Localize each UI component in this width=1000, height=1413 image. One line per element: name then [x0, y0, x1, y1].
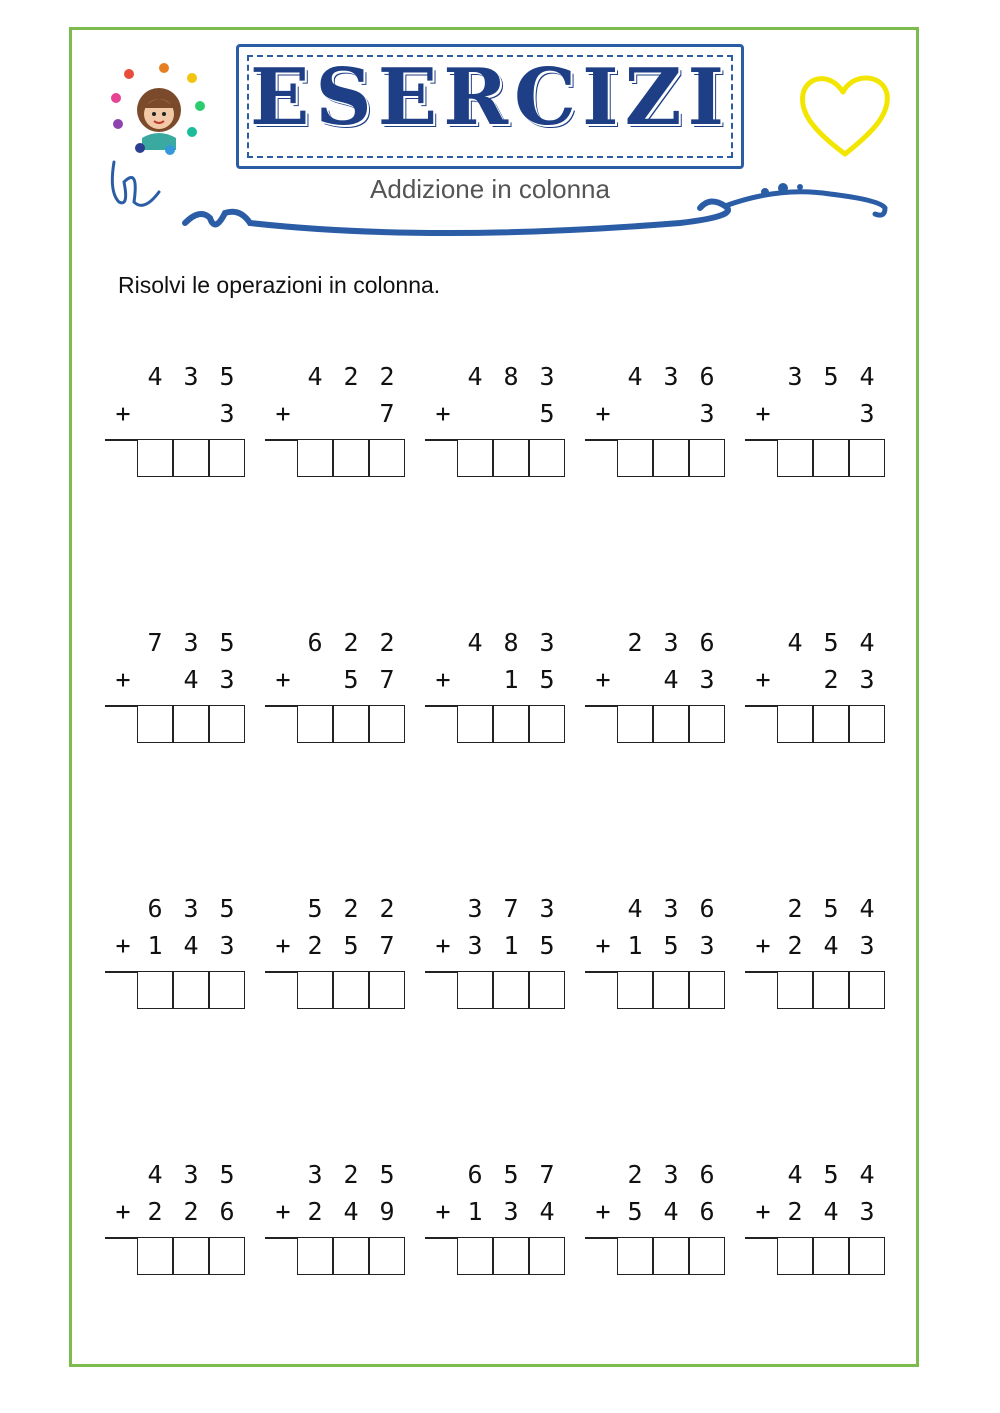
addend-top-digit: 5 [503, 1160, 519, 1189]
addend-bottom-digit: 5 [539, 399, 555, 428]
addition-problem [585, 628, 725, 748]
instruction-text: Risolvi le operazioni in colonna. [118, 272, 441, 298]
addition-problem [745, 1160, 885, 1280]
addend-bottom-digit: 3 [699, 931, 715, 960]
addend-top-digit: 4 [859, 628, 875, 657]
addend-top-digit: 4 [859, 362, 875, 391]
answer-box[interactable] [297, 1237, 333, 1275]
answer-box[interactable] [617, 439, 653, 477]
answer-box[interactable] [529, 439, 565, 477]
plus-sign: + [435, 1197, 451, 1226]
addend-top-digit: 5 [823, 894, 839, 923]
answer-box[interactable] [297, 971, 333, 1009]
addend-top-digit: 3 [663, 362, 679, 391]
answer-box[interactable] [173, 439, 209, 477]
addend-top-digit: 2 [627, 628, 643, 657]
addend-bottom-digit: 3 [219, 931, 235, 960]
page-subtitle: Addizione in colonna [370, 174, 610, 204]
addend-top-digit: 3 [307, 1160, 323, 1189]
plus-sign: + [275, 665, 291, 694]
addend-top-digit: 6 [467, 1160, 483, 1189]
answer-box[interactable] [777, 971, 813, 1009]
addend-top-digit: 6 [147, 894, 163, 923]
addend-top-digit: 4 [787, 628, 803, 657]
addend-top-digit: 2 [627, 1160, 643, 1189]
answer-box[interactable] [369, 971, 405, 1009]
addend-bottom-digit: 6 [219, 1197, 235, 1226]
answer-box[interactable] [777, 439, 813, 477]
answer-box[interactable] [849, 705, 885, 743]
addition-problem [105, 362, 245, 482]
addend-top-digit: 2 [343, 894, 359, 923]
addition-problem [585, 362, 725, 482]
answer-box[interactable] [333, 705, 369, 743]
addend-bottom-digit: 5 [663, 931, 679, 960]
answer-box[interactable] [209, 1237, 245, 1275]
addend-top-digit: 4 [787, 1160, 803, 1189]
plus-sign: + [595, 399, 611, 428]
answer-box[interactable] [457, 971, 493, 1009]
addend-top-digit: 6 [699, 362, 715, 391]
addend-top-digit: 6 [699, 1160, 715, 1189]
addend-top-digit: 2 [787, 894, 803, 923]
answer-box[interactable] [457, 1237, 493, 1275]
addition-problem [425, 894, 565, 1014]
addend-bottom-digit: 3 [503, 1197, 519, 1226]
answer-box[interactable] [173, 1237, 209, 1275]
addend-top-digit: 8 [503, 628, 519, 657]
addend-top-digit: 5 [219, 894, 235, 923]
answer-box[interactable] [777, 705, 813, 743]
answer-box[interactable] [209, 439, 245, 477]
addend-top-digit: 2 [379, 894, 395, 923]
answer-box[interactable] [173, 705, 209, 743]
addend-bottom-digit: 2 [147, 1197, 163, 1226]
answer-box[interactable] [137, 705, 173, 743]
addend-top-digit: 5 [219, 628, 235, 657]
plus-sign: + [755, 665, 771, 694]
addend-bottom-digit: 3 [859, 399, 875, 428]
addend-top-digit: 2 [343, 362, 359, 391]
addition-problem [425, 362, 565, 482]
addend-top-digit: 5 [823, 1160, 839, 1189]
page-title: ESERCIZI [249, 52, 731, 143]
answer-box[interactable] [849, 439, 885, 477]
answer-box[interactable] [493, 439, 529, 477]
addend-bottom-digit: 2 [823, 665, 839, 694]
addend-bottom-digit: 3 [219, 665, 235, 694]
addend-top-digit: 3 [663, 628, 679, 657]
addend-top-digit: 3 [539, 894, 555, 923]
addend-top-digit: 5 [823, 362, 839, 391]
addition-problem [425, 628, 565, 748]
addend-bottom-digit: 3 [699, 399, 715, 428]
addend-top-digit: 4 [147, 362, 163, 391]
answer-box[interactable] [529, 705, 565, 743]
answer-box[interactable] [137, 439, 173, 477]
plus-sign: + [115, 399, 131, 428]
addend-bottom-digit: 9 [379, 1197, 395, 1226]
addend-top-digit: 7 [147, 628, 163, 657]
addend-bottom-digit: 3 [467, 931, 483, 960]
addend-bottom-digit: 2 [787, 931, 803, 960]
addend-bottom-digit: 3 [859, 931, 875, 960]
addend-bottom-digit: 7 [379, 931, 395, 960]
addend-bottom-digit: 6 [699, 1197, 715, 1226]
plus-sign: + [435, 665, 451, 694]
addend-bottom-digit: 4 [663, 1197, 679, 1226]
addend-bottom-digit: 4 [823, 1197, 839, 1226]
answer-box[interactable] [689, 971, 725, 1009]
answer-box[interactable] [617, 971, 653, 1009]
addend-bottom-digit: 3 [859, 665, 875, 694]
addend-top-digit: 3 [787, 362, 803, 391]
answer-box[interactable] [689, 705, 725, 743]
addend-top-digit: 3 [183, 1160, 199, 1189]
addend-bottom-digit: 3 [699, 665, 715, 694]
answer-box[interactable] [813, 439, 849, 477]
addend-bottom-digit: 7 [379, 665, 395, 694]
addend-top-digit: 2 [379, 628, 395, 657]
answer-box[interactable] [689, 1237, 725, 1275]
answer-box[interactable] [813, 1237, 849, 1275]
addend-top-digit: 4 [627, 894, 643, 923]
addition-problem [585, 894, 725, 1014]
addend-bottom-digit: 2 [787, 1197, 803, 1226]
addend-top-digit: 6 [307, 628, 323, 657]
answer-box[interactable] [653, 705, 689, 743]
addition-problem [105, 1160, 245, 1280]
addend-top-digit: 4 [147, 1160, 163, 1189]
addend-top-digit: 2 [379, 362, 395, 391]
plus-sign: + [275, 1197, 291, 1226]
answer-box[interactable] [653, 1237, 689, 1275]
addend-bottom-digit: 1 [627, 931, 643, 960]
answer-box[interactable] [209, 971, 245, 1009]
addend-top-digit: 3 [539, 628, 555, 657]
addend-top-digit: 2 [343, 628, 359, 657]
addend-top-digit: 4 [467, 628, 483, 657]
plus-sign: + [595, 931, 611, 960]
addition-problem [265, 628, 405, 748]
answer-box[interactable] [493, 971, 529, 1009]
addition-problem [745, 894, 885, 1014]
answer-box[interactable] [297, 439, 333, 477]
addend-bottom-digit: 1 [503, 931, 519, 960]
addition-problem [745, 362, 885, 482]
addition-problem [105, 628, 245, 748]
addend-bottom-digit: 7 [379, 399, 395, 428]
addend-top-digit: 5 [307, 894, 323, 923]
answer-box[interactable] [653, 971, 689, 1009]
addend-top-digit: 3 [467, 894, 483, 923]
addend-bottom-digit: 3 [219, 399, 235, 428]
answer-box[interactable] [813, 971, 849, 1009]
answer-box[interactable] [617, 1237, 653, 1275]
addend-bottom-digit: 4 [183, 665, 199, 694]
addend-bottom-digit: 4 [823, 931, 839, 960]
addend-top-digit: 4 [859, 1160, 875, 1189]
plus-sign: + [115, 931, 131, 960]
answer-box[interactable] [369, 705, 405, 743]
answer-box[interactable] [617, 705, 653, 743]
plus-sign: + [435, 399, 451, 428]
plus-sign: + [275, 931, 291, 960]
addend-bottom-digit: 2 [183, 1197, 199, 1226]
addition-problem [265, 894, 405, 1014]
answer-box[interactable] [529, 971, 565, 1009]
plus-sign: + [435, 931, 451, 960]
addend-top-digit: 5 [219, 1160, 235, 1189]
addend-top-digit: 4 [859, 894, 875, 923]
addend-top-digit: 4 [307, 362, 323, 391]
plus-sign: + [755, 1197, 771, 1226]
plus-sign: + [115, 665, 131, 694]
addend-bottom-digit: 5 [539, 665, 555, 694]
answer-box[interactable] [849, 971, 885, 1009]
addition-problem [425, 1160, 565, 1280]
answer-box[interactable] [137, 971, 173, 1009]
answer-box[interactable] [849, 1237, 885, 1275]
answer-box[interactable] [813, 705, 849, 743]
addend-bottom-digit: 4 [343, 1197, 359, 1226]
addend-top-digit: 3 [183, 894, 199, 923]
addend-top-digit: 5 [823, 628, 839, 657]
addend-top-digit: 5 [379, 1160, 395, 1189]
addend-top-digit: 6 [699, 894, 715, 923]
addend-top-digit: 3 [183, 628, 199, 657]
addend-top-digit: 3 [663, 894, 679, 923]
answer-box[interactable] [209, 705, 245, 743]
addend-top-digit: 3 [539, 362, 555, 391]
answer-box[interactable] [173, 971, 209, 1009]
addend-top-digit: 4 [467, 362, 483, 391]
answer-box[interactable] [457, 439, 493, 477]
addend-top-digit: 7 [503, 894, 519, 923]
answer-box[interactable] [369, 1237, 405, 1275]
addend-bottom-digit: 2 [307, 1197, 323, 1226]
answer-box[interactable] [689, 439, 725, 477]
addend-bottom-digit: 1 [147, 931, 163, 960]
addend-top-digit: 6 [699, 628, 715, 657]
addend-bottom-digit: 3 [859, 1197, 875, 1226]
answer-box[interactable] [493, 705, 529, 743]
signature-icon [104, 152, 174, 222]
addend-bottom-digit: 5 [627, 1197, 643, 1226]
addend-bottom-digit: 4 [539, 1197, 555, 1226]
plus-sign: + [595, 1197, 611, 1226]
answer-box[interactable] [297, 705, 333, 743]
plus-sign: + [755, 931, 771, 960]
heart-icon [795, 66, 895, 162]
addition-problem [105, 894, 245, 1014]
answer-box[interactable] [137, 1237, 173, 1275]
answer-box[interactable] [457, 705, 493, 743]
answer-box[interactable] [653, 439, 689, 477]
addend-bottom-digit: 5 [343, 931, 359, 960]
answer-box[interactable] [529, 1237, 565, 1275]
addend-top-digit: 5 [219, 362, 235, 391]
addend-top-digit: 3 [183, 362, 199, 391]
answer-box[interactable] [333, 439, 369, 477]
answer-box[interactable] [369, 439, 405, 477]
addend-top-digit: 2 [343, 1160, 359, 1189]
answer-box[interactable] [493, 1237, 529, 1275]
addend-top-digit: 7 [539, 1160, 555, 1189]
addend-bottom-digit: 4 [663, 665, 679, 694]
addend-bottom-digit: 5 [343, 665, 359, 694]
addend-bottom-digit: 2 [307, 931, 323, 960]
addend-top-digit: 4 [627, 362, 643, 391]
plus-sign: + [595, 665, 611, 694]
plus-sign: + [755, 399, 771, 428]
addend-bottom-digit: 4 [183, 931, 199, 960]
addition-problem [745, 628, 885, 748]
plus-sign: + [115, 1197, 131, 1226]
addition-problem [265, 362, 405, 482]
addition-problem [585, 1160, 725, 1280]
answer-box[interactable] [333, 971, 369, 1009]
addend-bottom-digit: 1 [467, 1197, 483, 1226]
addend-bottom-digit: 5 [539, 931, 555, 960]
plus-sign: + [275, 399, 291, 428]
addend-top-digit: 8 [503, 362, 519, 391]
swirl-divider-icon [180, 178, 895, 248]
answer-box[interactable] [777, 1237, 813, 1275]
answer-box[interactable] [333, 1237, 369, 1275]
addition-problem [265, 1160, 405, 1280]
addend-bottom-digit: 1 [503, 665, 519, 694]
addend-top-digit: 3 [663, 1160, 679, 1189]
